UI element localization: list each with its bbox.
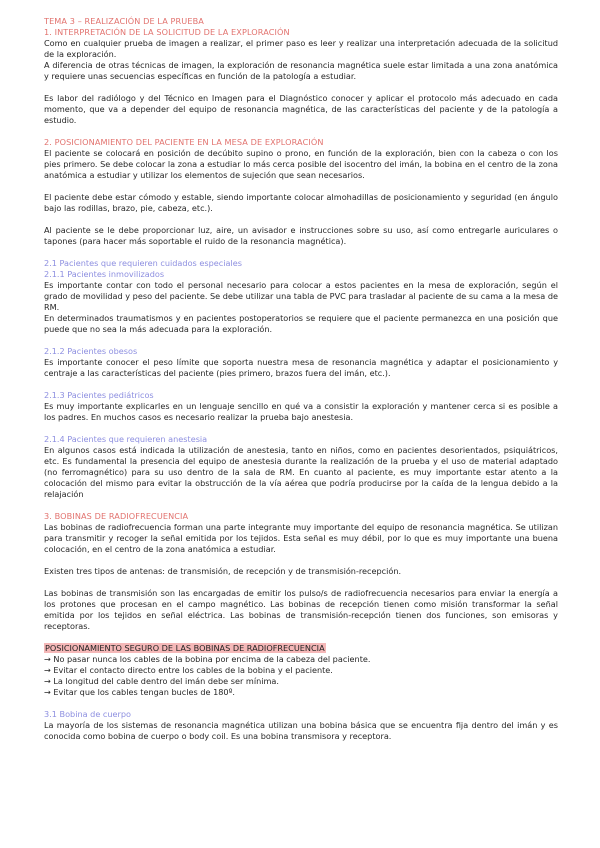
subsection-2-1-3-title: 2.1.3 Pacientes pediátricos (44, 390, 154, 400)
subsection-3-1-title: 3.1 Bobina de cuerpo (44, 709, 131, 719)
section-1-paragraph-3: Es labor del radiólogo y del Técnico en Imagen para el Diagnóstico conocer y aplicar el protocolo más adecuado en cada momento, que va a depender del equipo de resonancia magnética, de las características del paciente y de la patología a estudio. (44, 93, 558, 125)
subsection-2-1-4-paragraph: En algunos casos está indicada la utilización de anestesia, tanto en niños, como en pacientes desorientados, psiquiátricos, etc. Es fundamental la presencia del equipo de anestesia durante la realización de la prueba y el uso de material adaptado (no ferromagnético) para su uso dentro de la sala de RM. En cuanto al paciente, es muy importante estar atento a la colocación del mismo para evitar la obstrucción de la vía aérea que podría producirse por la caída de la lengua debido a la relajación (44, 445, 558, 499)
highlight-box (44, 643, 558, 654)
subsection-2-1-1-paragraph-2: En determinados traumatismos y en pacientes postoperatorios se requiere que el paciente permanezca en una posición que puede que no sea la más adecuada para la exploración. (44, 313, 558, 334)
section-1-paragraph-2: A diferencia de otras técnicas de imagen, la exploración de resonancia magnética suele estar limitada a una zona anatómica y requiere unas secuencias específicas en función de la patología a estudiar. (44, 60, 558, 81)
section-1-title: 1. INTERPRETACIÓN DE LA SOLICITUD DE LA EXPLORACIÓN (44, 27, 290, 37)
section-3-paragraph-3: Las bobinas de transmisión son las encargadas de emitir los pulso/s de radiofrecuencia necesarios para enviar la energía a los protones que procesan en el campo magnético. Las bobinas de recepción tienen como misión transformar la señal emitida por los tejidos en señal eléctrica. Las bobinas de transmisión-recepción tienen dos funciones, son emisoras y receptoras. (44, 588, 558, 631)
subsection-2-1-1-paragraph-1: Es importante contar con todo el personal necesario para colocar a estos pacientes en la mesa de exploración, según el grado de movilidad y peso del paciente. Se debe utilizar una tabla de PVC para trasladar al paciente de su cama a la mesa de RM. (44, 280, 558, 312)
bullet-item: → Evitar el contacto directo entre los cables de la bobina y el paciente. (44, 665, 333, 675)
subsection-2-1-4-title: 2.1.4 Pacientes que requieren anestesia (44, 434, 208, 444)
subsection-2-1-2-paragraph: Es importante conocer el peso límite que soporta nuestra mesa de resonancia magnética y adaptar el posicionamiento y centraje a las características del paciente (pies primero, brazos fuera del imán, etc.). (44, 357, 558, 378)
bullet-item: → No pasar nunca los cables de la bobina por encima de la cabeza del paciente. (44, 654, 371, 664)
subsection-2-1-3-paragraph: Es muy importante explicarles en un lenguaje sencillo en qué va a consistir la exploración y mantener cerca si es posible a los padres. En muchos casos es necesario realizar la prueba bajo anestesia. (44, 401, 558, 422)
section-3-paragraph-1: Las bobinas de radiofrecuencia forman una parte integrante muy importante del equipo de resonancia magnética. Se utilizan para transmitir y recoger la señal emitida por los tejidos. Esta señal es muy débil, por lo que es muy importante una buena colocación, en el centro de la zona anatómica a estudiar. (44, 522, 558, 554)
section-2-title: 2. POSICIONAMIENTO DEL PACIENTE EN LA MESA DE EXPLORACIÓN (44, 137, 324, 147)
section-2-paragraph-3: Al paciente se le debe proporcionar luz, aire, un avisador e instrucciones sobre su uso, así como entregarle auriculares o tapones (para hacer más soportable el ruido de la resonancia magnética). (44, 225, 558, 246)
subsection-3-1-paragraph: La mayoría de los sistemas de resonancia magnética utilizan una bobina básica que se encuentra fija dentro del imán y es conocida como bobina de cuerpo o body coil. Es una bobina transmisora y receptora. (44, 720, 558, 741)
section-3-paragraph-2: Existen tres tipos de antenas: de transmisión, de recepción y de transmisión-recepción. (44, 566, 402, 576)
subsection-2-1-1-title: 2.1.1 Pacientes inmovilizados (44, 269, 165, 279)
highlighted-title: POSICIONAMIENTO SEGURO DE LAS BOBINAS DE RADIOFRECUENCIA (45, 643, 325, 653)
section-3-title: 3. BOBINAS DE RADIOFRECUENCIA (44, 511, 189, 521)
section-2-paragraph-2: El paciente debe estar cómodo y estable, siendo importante colocar almohadillas de posicionamiento y seguridad (en ángulo bajo las rodillas, brazo, pie, cabeza, etc.). (44, 192, 558, 213)
subsection-2-1-title: 2.1 Pacientes que requieren cuidados especiales (44, 258, 242, 268)
bullet-item: → La longitud del cable dentro del imán debe ser mínima. (44, 676, 279, 686)
subsection-2-1-2-title: 2.1.2 Pacientes obesos (44, 346, 138, 356)
tema-title: TEMA 3 – REALIZACIÓN DE LA PRUEBA (44, 16, 204, 26)
section-2-paragraph-1: El paciente se colocará en posición de decúbito supino o prono, en función de la exploración, bien con la cabeza o con los pies primero. Se debe colocar la zona a estudiar lo más cerca posible del isocentro del imán, la bobina en el centro de la zona anatómica a estudiar y utilizar los elementos de sujeción que sean necesarios. (44, 148, 558, 180)
bullet-item: → Evitar que los cables tengan bucles de 180º. (44, 687, 235, 697)
section-1-paragraph-1: Como en cualquier prueba de imagen a realizar, el primer paso es leer y realizar una interpretación adecuada de la solicitud de la exploración. (44, 38, 558, 59)
